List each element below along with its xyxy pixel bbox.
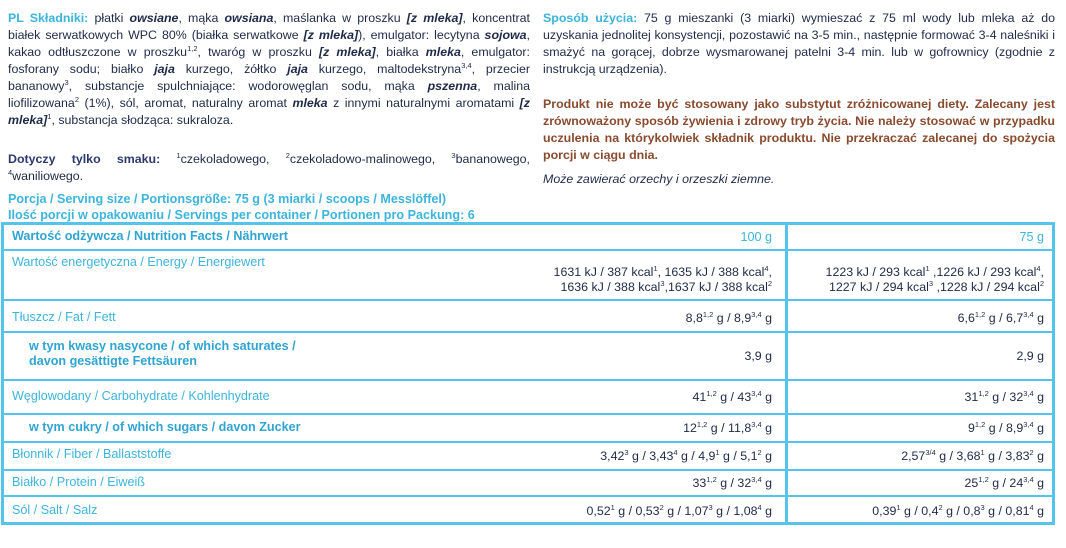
servings-per-container: Ilość porcji w opakowaniu / Servings per container / Portionen pro Packung: 6 <box>8 208 475 222</box>
flavor-label: Dotyczy tylko smaku: <box>8 152 161 166</box>
sugars-per-100g: 12$^{1,2}$ g / 11,8$^{3,4}$ g <box>683 419 772 435</box>
fiber-per-100g: 3,42$^3$ g / 3,43$^4$ g / $4,9^1$ g / $5,1^2$ g <box>600 447 772 463</box>
sugars-per-serving: 9$^{1,2}$ g / 8,9$^{3,4}$ g <box>967 419 1044 435</box>
ingredients-text: , malina liofilizowana <box>8 79 530 110</box>
footnote-marker: 4 <box>8 167 13 177</box>
table-row-carbohydrate <box>4 381 1052 415</box>
carbohydrate-per-100g: 41$^{1,2}$ g / 43$^{3,4}$ g <box>692 388 772 404</box>
ingredients-text: kurzego, maltodekstryna <box>307 62 462 76</box>
saturates-per-100g: 3,9 g <box>744 349 772 363</box>
table-row-saturates <box>4 333 1052 381</box>
ingredients-text: , przecier bananowy <box>8 62 530 93</box>
energy-label: Wartość energetyczna / Energy / Energiewert <box>12 255 265 269</box>
footnote-marker: 1,2 <box>187 43 198 53</box>
ingredients-text: ), emulgator: lecytyna <box>358 28 485 42</box>
allergen-soy: sojowa <box>484 28 527 42</box>
header-per-serving: 75 g <box>1019 230 1044 244</box>
allergen-milk: [z mleka] <box>406 11 463 25</box>
saturates-label: w tym kwasy nasycone / of which saturates / davon gesättigte Fettsäuren <box>29 339 296 368</box>
carbohydrate-per-serving: 31$^{1,2}$ g / 32$^{3,4}$ g <box>964 388 1044 404</box>
allergy-note: Może zawierać orzechy i orzeszki ziemne. <box>543 172 775 186</box>
ingredients-text: , substancje spulchniające: wodorowęglan sodu, mąka <box>68 79 428 93</box>
energy-per-serving: 1223 kJ / 293 kcal$^1$ ,1226 kJ / 293 kcal$^4$, 1227 kJ / 294 kcal$^3$ ,1228 kJ / 294 kcal$^2$ <box>825 263 1044 294</box>
table-header-row <box>4 225 1052 251</box>
table-row-protein <box>4 471 1052 497</box>
usage-label: Sposób użycia: <box>543 11 638 25</box>
flavor-text: bananowego, <box>455 152 530 166</box>
footnote-marker: 2 <box>285 150 290 160</box>
fat-per-serving: 6,6$^{1,2}$ g / 6,7$^{3,4}$ g <box>957 309 1044 325</box>
usage-text: 75 g mieszanki (3 miarki) wymieszać z 75 ml wody lub mleka aż do uzyskania jednolitej konsystencji, pozostawić na 3-5 min., następnie formować 3-4 naleśniki i smażyć na gorącej, dobrze wysmarowanej patelni 3-4 min. lub w gofrownicy (zgodnie z instrukcją urządzenia). <box>543 11 1055 76</box>
ingredients-text: , mąka <box>178 11 225 25</box>
footnote-marker: 3 <box>64 77 69 87</box>
allergen-egg: jaja <box>287 62 308 76</box>
ingredients-text: z innymi naturalnymi aromatami <box>327 96 520 110</box>
fat-per-100g: 8,8$^{1,2}$ g / 8,9$^{3,4}$ g <box>685 309 772 325</box>
footnote-marker: 2 <box>74 94 79 104</box>
ingredients-text: , twaróg w proszku <box>197 45 319 59</box>
table-row-fiber <box>4 443 1052 471</box>
fat-label: Tłuszcz / Fat / Fett <box>12 310 116 324</box>
saturates-per-serving: 2,9 g <box>1016 349 1044 363</box>
header-per-100g: 100 g <box>740 230 772 244</box>
ingredients-label: PL Składniki: <box>8 11 89 25</box>
right-column <box>543 10 1055 188</box>
salt-per-100g: 0,52$^1$ g / 0,53$^2$ g / 1,07$^3$ g / 1,08$^4$ g <box>586 502 772 518</box>
nutrition-table <box>1 222 1055 525</box>
protein-per-serving: 25$^{1,2}$ g / 24$^{3,4}$ g <box>964 474 1044 490</box>
footnote-marker: 3 <box>451 150 456 160</box>
table-row-fat <box>4 301 1052 333</box>
ingredients-text: , maślanka w proszku <box>273 11 407 25</box>
serving-size: Porcja / Serving size / Portionsgröße: 75 g (3 miarki / scoops / Messlöffel) <box>8 192 447 206</box>
flavor-text: czekoladowo-malinowego, <box>289 152 452 166</box>
allergen-milk: [z mleka] <box>318 45 376 59</box>
portion-info <box>8 191 530 223</box>
ingredients-text: , białka <box>375 45 426 59</box>
carbohydrate-label: Węglowodany / Carbohydrate / Kohlenhydrate <box>12 389 270 403</box>
table-row-energy <box>4 251 1052 301</box>
ingredient-oats: owsiane <box>129 11 179 25</box>
ingredients-text: (1%), sól, aromat, naturalny aromat <box>78 96 293 110</box>
flavor-text <box>160 152 176 166</box>
allergen-milk: [z mleka] <box>8 96 530 127</box>
ingredients-text: , koncentrat białek serwatkowych WPC 80% (białka serwatkowe <box>8 11 530 42</box>
flavor-note <box>8 151 530 185</box>
header-label: Wartość odżywcza / Nutrition Facts / Nährwert <box>12 229 288 243</box>
ingredients-text: , substancja słodząca: sukraloza. <box>51 113 234 127</box>
footnote-marker: 3,4 <box>461 60 472 70</box>
ingredients-text: kurzego, żółtko <box>174 62 288 76</box>
allergen-milk: [z mleka] <box>303 28 359 42</box>
flavor-text: waniliowego. <box>12 169 84 183</box>
allergen-milk: mleka <box>292 96 328 110</box>
ingredient-oat-flour: owsiana <box>224 11 274 25</box>
usage-paragraph <box>543 10 1055 78</box>
fiber-per-serving: $2,57^{3/4}$ g / 3,68$^1$ g / 3,83$^2$ g <box>901 447 1044 463</box>
left-column <box>8 10 530 223</box>
protein-label: Białko / Protein / Eiweiß <box>12 475 145 489</box>
table-row-salt <box>4 497 1052 522</box>
footnote-marker: 1 <box>47 111 52 121</box>
sugars-label: w tym cukry / of which sugars / davon Zucker <box>29 420 301 434</box>
protein-per-100g: 33$^{1,2}$ g / 32$^{3,4}$ g <box>692 474 772 490</box>
ingredients-text: , kakao odtłuszczone w proszku <box>8 28 530 59</box>
flavor-text: czekoladowego, <box>180 152 286 166</box>
warning-text: Produkt nie może być stosowany jako substytut zróżnicowanej diety. Zalecany jest zrównoważony sposób żywienia i zdrowy tryb życia. Nie należy stosować w przypadku uczulenia na którykolwiek składnik produktu. Nie przekraczać zalecanej do spożycia porcji w ciągu dnia. <box>543 97 1055 162</box>
table-row-sugars <box>4 415 1052 443</box>
ingredients-text: płatki <box>88 11 130 25</box>
energy-per-100g: 1631 kJ / 387 kcal$^1$, 1635 kJ / 388 kcal$^4$, 1636 kJ / 388 kcal$^3$,1637 kJ / 388 kcal$^2$ <box>553 263 772 294</box>
footnote-marker: 1 <box>176 150 181 160</box>
allergen-egg: jaja <box>154 62 175 76</box>
salt-per-serving: 0,39$^1$ g / $0,4^2$ g / $0,8^3$ g / 0,81$^4$ g <box>872 502 1044 518</box>
fiber-label: Błonnik / Fiber / Ballaststoffe <box>12 447 172 461</box>
allergen-milk: mleka <box>425 45 461 59</box>
ingredients-text: , emulgator: fosforany sodu; białko <box>8 45 530 76</box>
allergen-wheat: pszenna <box>427 79 478 93</box>
ingredients-paragraph <box>8 10 530 129</box>
salt-label: Sól / Salt / Salz <box>12 503 98 517</box>
